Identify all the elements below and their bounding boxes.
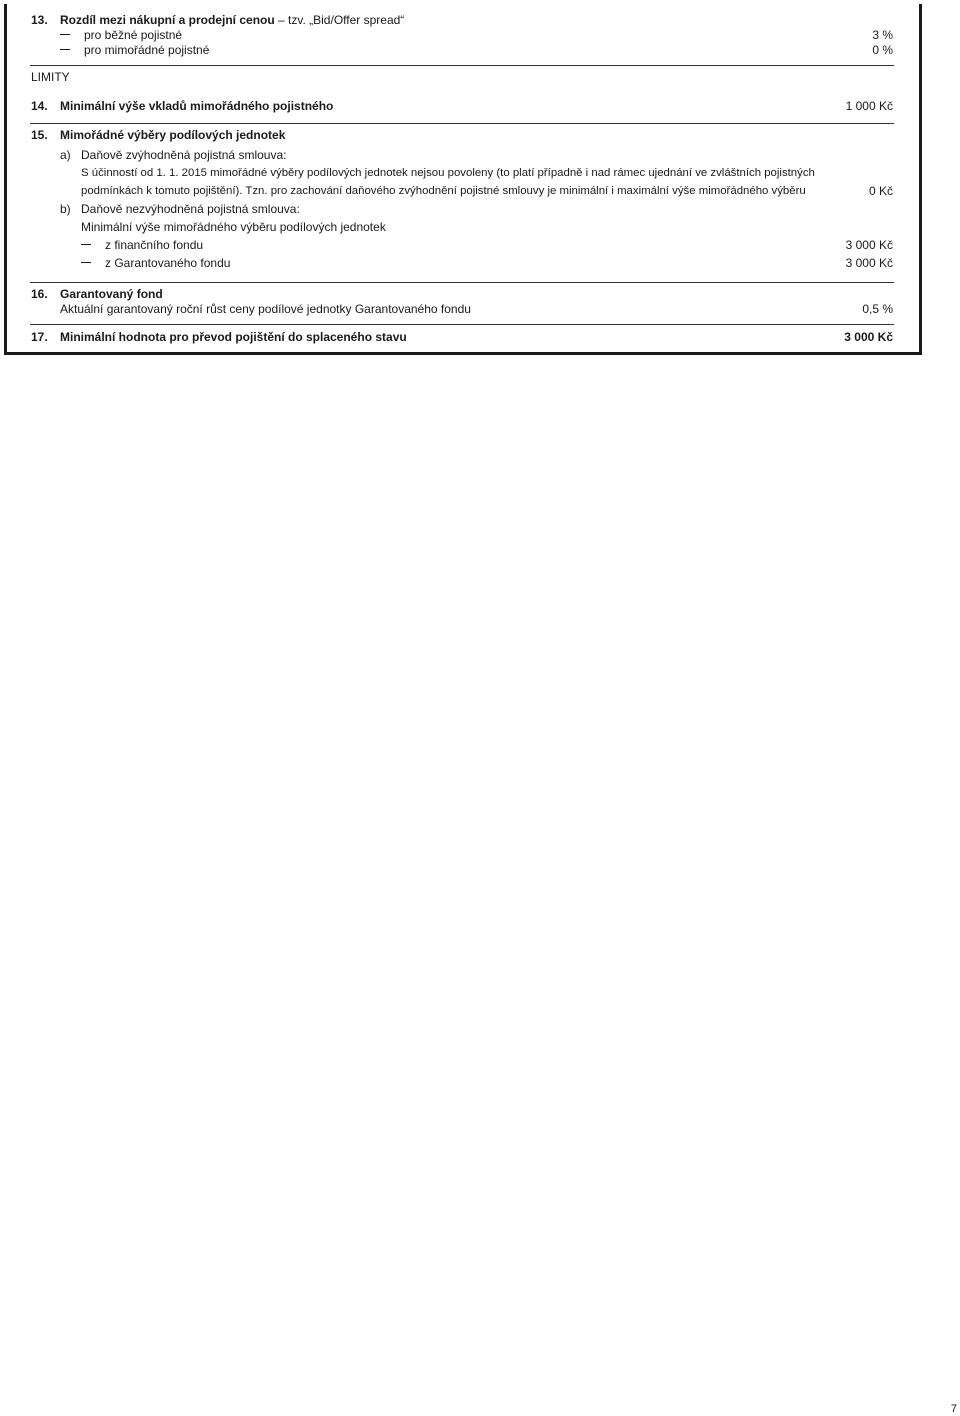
item-15-b-title: Daňově nezvýhodněná pojistná smlouva: bbox=[81, 202, 300, 216]
section-divider bbox=[30, 282, 894, 283]
item-15-a-text-line1: S účinností od 1. 1. 2015 mimořádné výběry podílových jednotek nejsou povoleny (to platí případně i nad rámec ujednání ve zvláštních pojistných bbox=[81, 167, 815, 179]
item-15-number: 15. bbox=[31, 128, 48, 142]
item-15-b-row-label: z finančního fondu bbox=[105, 238, 204, 252]
dash-bullet bbox=[60, 34, 70, 35]
item-13-row-value: 0 % bbox=[872, 43, 893, 57]
item-14-value: 1 000 Kč bbox=[845, 99, 893, 113]
item-16-text: Aktuální garantovaný roční růst ceny podílové jednotky Garantovaného fondu bbox=[60, 302, 471, 316]
item-13-title-line bbox=[60, 13, 404, 27]
section-divider bbox=[30, 324, 894, 325]
item-14-number: 14. bbox=[31, 99, 48, 113]
item-15-a-marker: a) bbox=[60, 148, 71, 162]
item-14-title: Minimální výše vkladů mimořádného pojistného bbox=[60, 99, 334, 113]
item-15-b-subtitle: Minimální výše mimořádného výběru podílových jednotek bbox=[81, 220, 386, 234]
item-17-value: 3 000 Kč bbox=[844, 330, 893, 344]
item-16-value: 0,5 % bbox=[862, 302, 893, 316]
item-13-row-label: pro běžné pojistné bbox=[84, 28, 183, 42]
item-13-row-label: pro mimořádné pojistné bbox=[84, 43, 210, 57]
item-13-number: 13. bbox=[31, 13, 48, 27]
item-15-b-row-value: 3 000 Kč bbox=[845, 238, 893, 252]
item-15-b-marker: b) bbox=[60, 202, 71, 216]
item-13-title: Rozdíl mezi nákupní a prodejní cenou bbox=[60, 13, 275, 27]
item-16-title: Garantovaný fond bbox=[60, 287, 163, 301]
item-17-number: 17. bbox=[31, 330, 48, 344]
dash-bullet bbox=[60, 49, 70, 50]
item-15-title: Mimořádné výběry podílových jednotek bbox=[60, 128, 286, 142]
item-15-a-value: 0 Kč bbox=[868, 184, 893, 198]
dash-bullet bbox=[81, 262, 91, 263]
item-16-number: 16. bbox=[31, 287, 48, 301]
item-15-b-row-value: 3 000 Kč bbox=[845, 256, 893, 270]
page-number: 7 bbox=[950, 1403, 957, 1415]
item-15-a-title: Daňově zvýhodněná pojistná smlouva: bbox=[81, 148, 287, 162]
item-13-row-value: 3 % bbox=[872, 28, 893, 42]
section-divider bbox=[30, 65, 894, 66]
dash-bullet bbox=[81, 244, 91, 245]
limits-heading: LIMITY bbox=[31, 70, 70, 84]
section-divider bbox=[30, 123, 894, 124]
item-15-b-row-label: z Garantovaného fondu bbox=[105, 256, 231, 270]
item-13-title-suffix: – tzv. „Bid/Offer spread“ bbox=[274, 13, 405, 27]
item-17-title: Minimální hodnota pro převod pojištění do splaceného stavu bbox=[60, 330, 407, 344]
item-15-a-text-line2: podmínkách k tomuto pojištění). Tzn. pro zachování daňového zvýhodnění pojistné smlouvy je minimální i maximální výše mimořádného výběru bbox=[81, 185, 806, 197]
